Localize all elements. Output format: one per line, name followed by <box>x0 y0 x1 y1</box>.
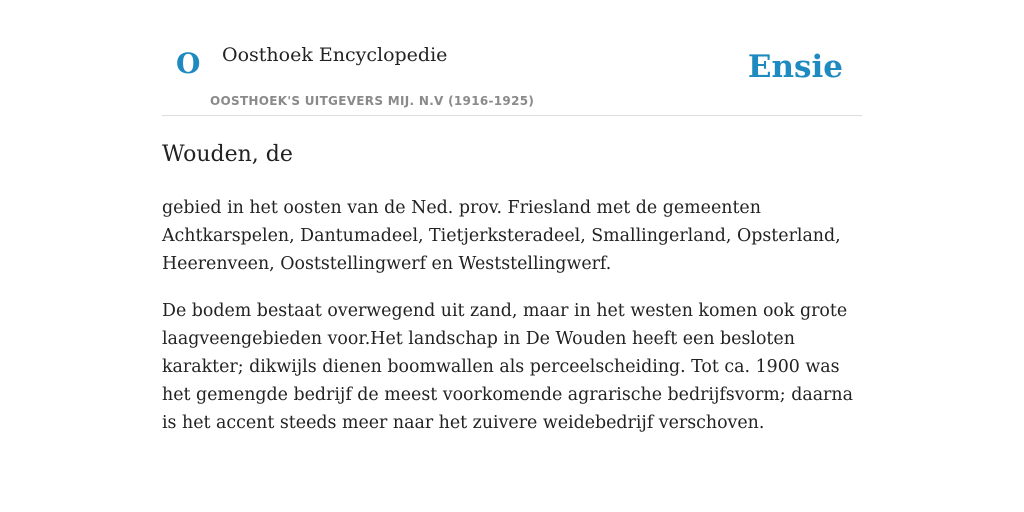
site-header <box>162 0 862 116</box>
publisher-label: OOSTHOEK'S UITGEVERS MIJ. N.V (1916-1925) <box>210 94 535 108</box>
source-title[interactable]: Oosthoek Encyclopedie <box>222 44 448 66</box>
entry-paragraph: De bodem bestaat overwegend uit zand, maar in het westen komen ook grote laagveengebieden voor.Het landschap in De Wouden heeft een besloten karakter; dikwijls dienen boomwallen als perceelscheiding. Tot ca. 1900 was het gemengde bedrijf de meest voorkomende agrarische bedrijfsvorm; daarna is het accent steeds meer naar het zuivere weidebedrijf verschoven. <box>162 301 853 433</box>
entry-paragraph: gebied in het oosten van de Ned. prov. Friesland met de gemeenten Achtkarspelen, Dantumadeel, Tietjerksteradeel, Smallingerland, Opsterland, Heerenveen, Ooststellingwerf en Weststellingwerf. <box>162 198 841 274</box>
encyclopedia-page <box>162 0 862 437</box>
ensie-logo-link[interactable]: Ensie <box>747 49 843 85</box>
entry-title: Wouden, de <box>162 142 293 167</box>
oosthoek-logo[interactable]: O <box>176 47 201 80</box>
entry-body <box>162 194 862 437</box>
